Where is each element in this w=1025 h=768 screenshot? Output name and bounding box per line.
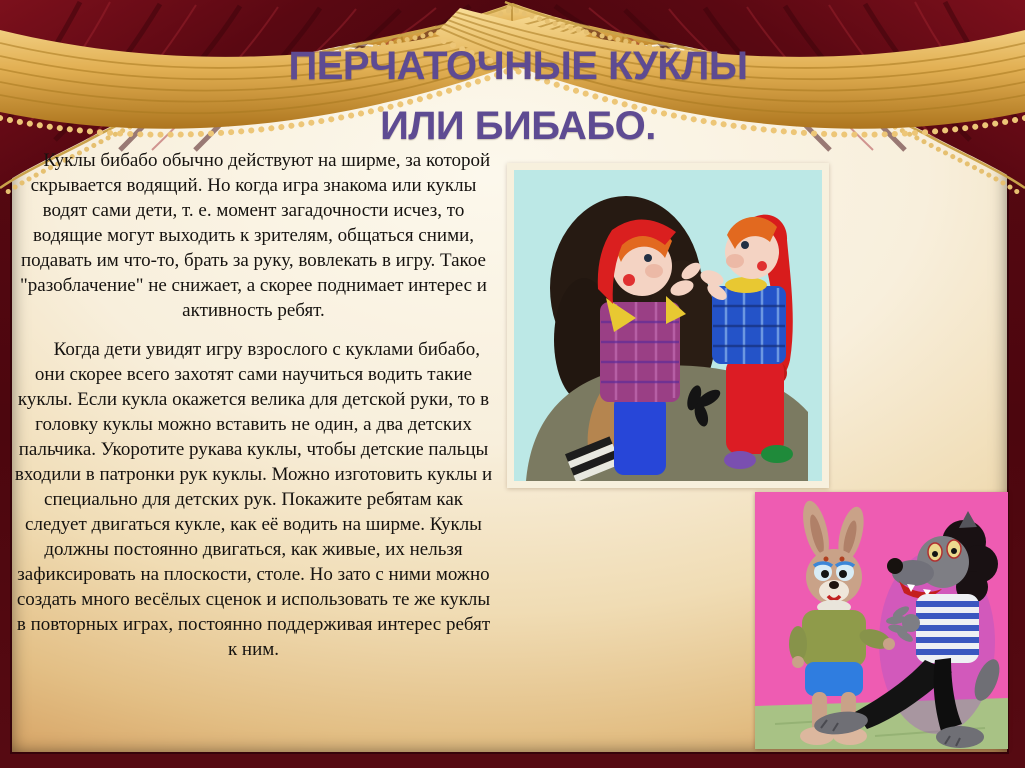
title-line-2: ИЛИ БИБАБО.	[380, 104, 656, 148]
photo-adult-with-bibabo-puppets	[507, 163, 829, 488]
body-text-block	[14, 148, 493, 676]
paragraph-1: Куклы бибабо обычно действуют на ширме, за которой скрывается водящий. Но когда игра знакома или куклы водят сами дети, т. е. момент загадочности исчез, то водящие могут выходить к зрителям, общаться сними, подавать им что-то, брать за руку, вовлекать в игру. Такое "разоблачение" не снижает, а скорее поднимает интерес и активность ребят.	[20, 150, 491, 321]
paragraph-2: Когда дети увидят игру взрослого с куклами бибабо, они скорее всего захотят сами научиться водить такие куклы. Если кукла окажется велика для детской руки, то в головку куклы можно вставить не один, а два детских пальчика. Укоротите рукава куклы, чтобы детские пальцы входили в патронки рук куклы. Можно изготовить куклы и специально для детских рук. Покажите ребятам как следует двигаться кукле, как её водить на ширме. Куклы должны постоянно двигаться, как живые, их нельзя зафиксировать на плоскости, столе. Но зато с ними можно создать много весёлых сценок и использовать те же куклы в повторных играх, постоянно поддерживая интерес ребят к ним.	[14, 339, 493, 660]
slide-title	[193, 36, 843, 156]
photo-hare-and-wolf-puppets	[755, 492, 1008, 749]
title-line-1: ПЕРЧАТОЧНЫЕ КУКЛЫ	[288, 44, 748, 88]
